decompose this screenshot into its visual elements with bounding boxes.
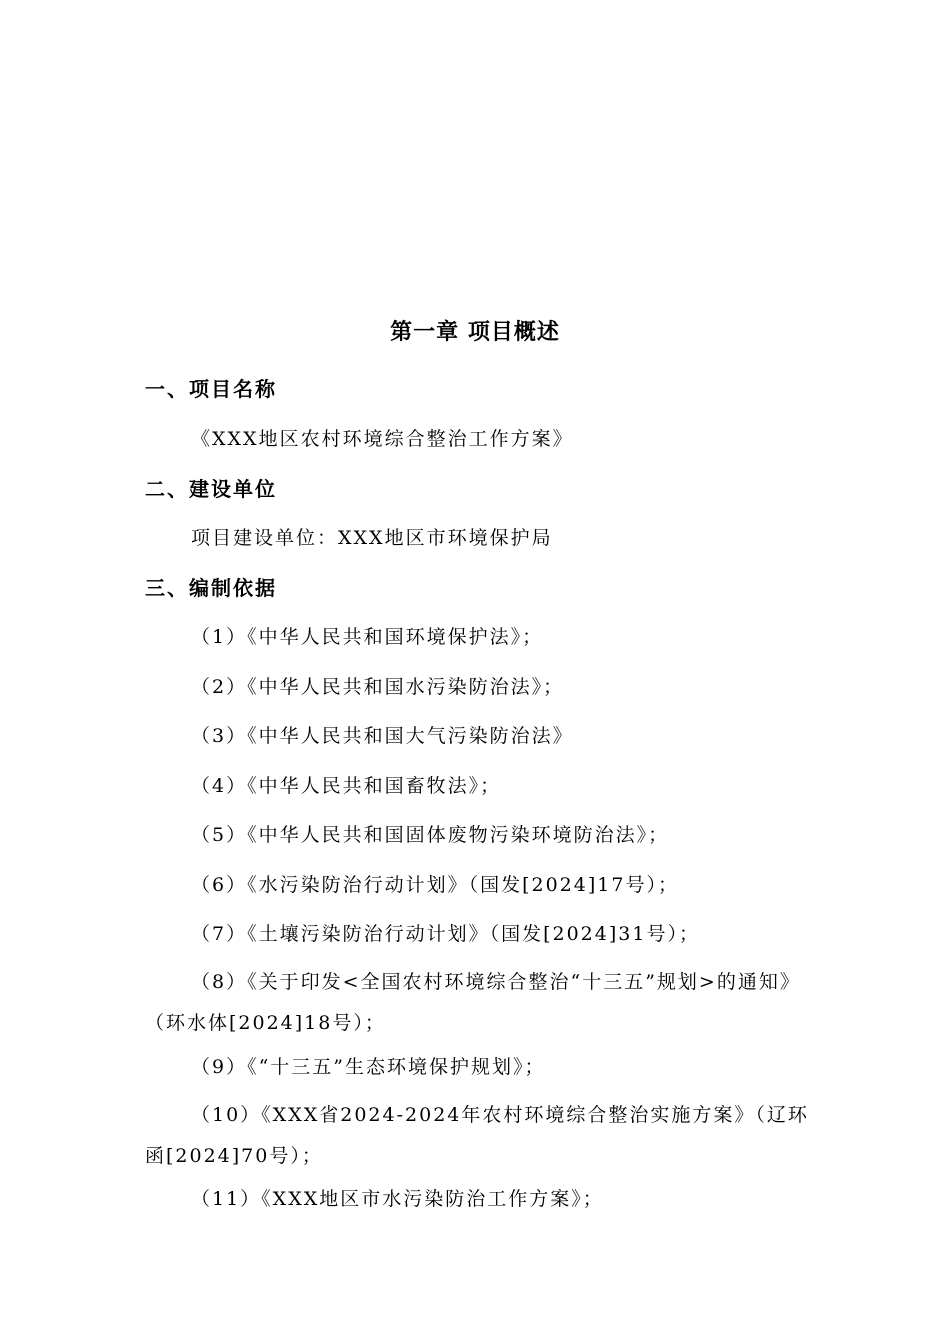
basis-item-11: （11）《XXX地区市水污染防治工作方案》； [191,1188,604,1210]
section-heading-project-name: 一、项目名称 [145,377,277,401]
project-name-text: 《XXX地区农村环境综合整治工作方案》 [191,428,574,450]
section-heading-basis: 三、编制依据 [145,576,277,600]
basis-item-5: （5）《中华人民共和国固体废物污染环境防治法》； [191,824,670,846]
basis-item-6: （6）《水污染防治行动计划》（国发[2024]17号）； [191,874,679,896]
basis-item-2: （2）《中华人民共和国水污染防治法》； [191,676,565,698]
basis-item-1: （1）《中华人民共和国环境保护法》； [191,626,544,648]
basis-item-10: （10）《XXX省2024-2024年农村环境综合整治实施方案》（辽环函[2024]70号）； [145,1104,809,1167]
basis-item-8: （8）《关于印发<全国农村环境综合整治“十三五”规划>的通知》（环水体[2024]18号）； [145,971,801,1034]
basis-item-4: （4）《中华人民共和国畜牧法》； [191,775,502,797]
section-heading-construction-unit: 二、建设单位 [145,477,277,501]
chapter-title: 第一章 项目概述 [390,320,560,345]
basis-item-7: （7）《土壤污染防治行动计划》（国发[2024]31号）； [191,923,700,945]
construction-unit-text: 项目建设单位：XXX地区市环境保护局 [191,527,553,549]
basis-item-9: （9）《“十三五”生态环境保护规划》； [191,1056,546,1078]
basis-item-3: （3）《中华人民共和国大气污染防治法》 [191,725,574,747]
